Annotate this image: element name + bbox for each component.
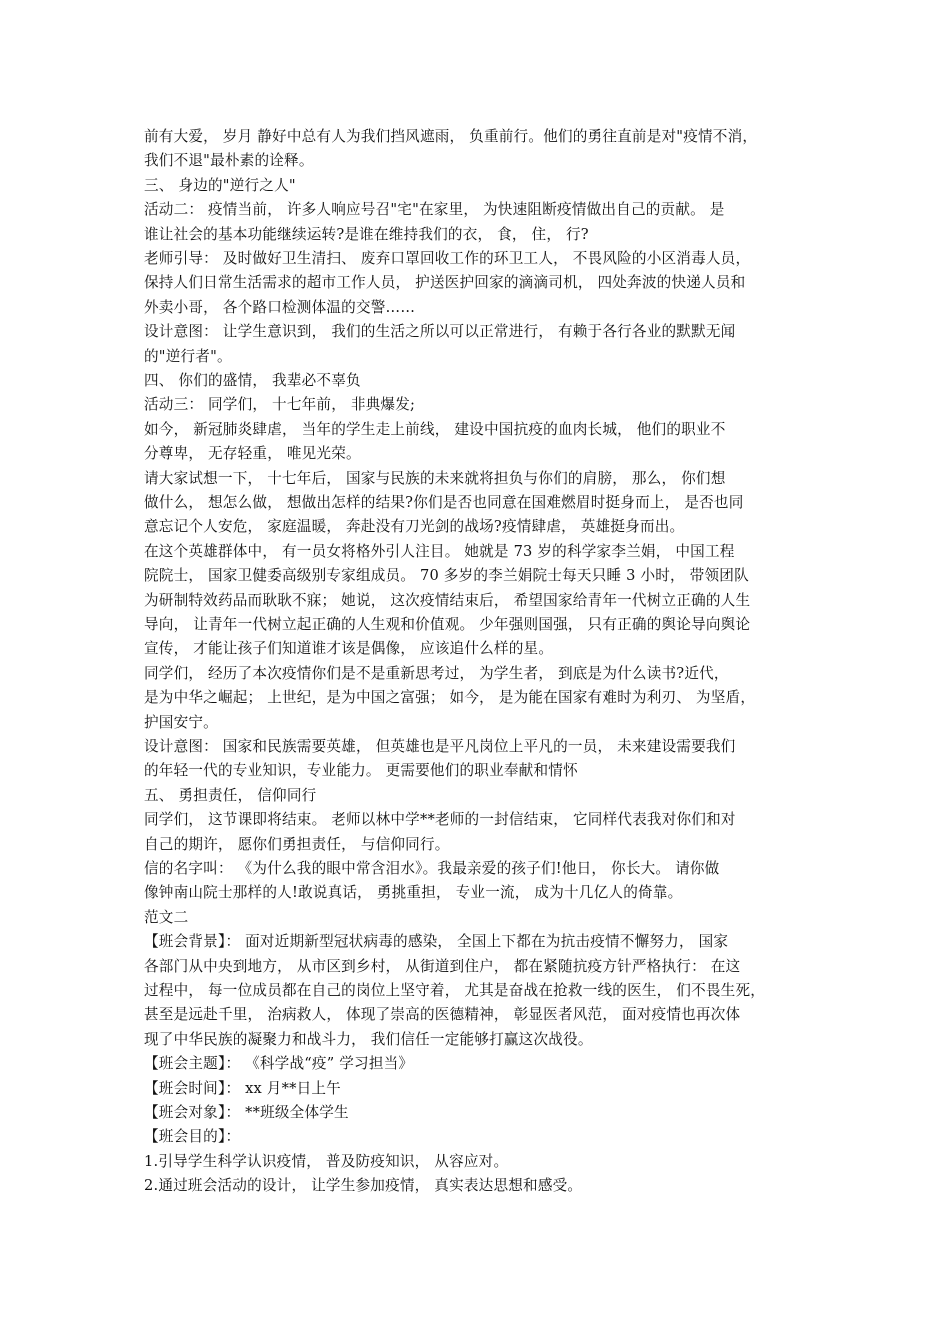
text-line: 设计意图： 国家和民族需要英雄， 但英雄也是平凡岗位上平凡的一员， 未来建设需要我们 xyxy=(144,738,736,755)
text-line: 现了中华民族的凝聚力和战斗力， 我们信任一定能够打赢这次战役。 xyxy=(144,1030,593,1048)
text-line: 外卖小哥， 各个路口检测体温的交警…… xyxy=(144,298,416,316)
text-line: 【班会时间】： xx 月**日上午 xyxy=(144,1079,341,1097)
text-line: 护国安宁。 xyxy=(144,713,218,731)
text-line: 分尊卑， 无存轻重， 唯见光荣。 xyxy=(144,445,361,463)
text-line: 如今， 新冠肺炎肆虐， 当年的学生走上前线， 建设中国抗疫的血肉长城， 他们的职业不 xyxy=(144,420,726,438)
text-line: 在这个英雄群体中， 有一员女将格外引人注目。 她就是 73 岁的科学家李兰娟， 中国工程 xyxy=(144,542,735,560)
text-line: 为研制特效药品而耿耿不寐； 她说， 这次疫情结束后， 希望国家给青年一代树立正确的人生 xyxy=(144,591,751,609)
text-line: 活动三： 同学们， 十七年前， 非典爆发; xyxy=(144,396,416,414)
text-line: 【班会目的】： xyxy=(144,1128,241,1146)
text-line: 同学们， 这节课即将结束。 老师以林中学**老师的一封信结束， 它同样代表我对你们和对 xyxy=(144,811,736,829)
text-line: 的年轻一代的专业知识，专业能力。 更需要他们的职业奉献和情怀 xyxy=(144,762,578,780)
text-line: 过程中， 每一位成员都在自己的岗位上坚守着， 尤其是奋战在抢救一线的医生， 们不畏生死， xyxy=(144,982,766,999)
text-line: 甚至是远赴千里， 治病救人， 体现了崇高的医德精神， 彰显医者风范， 面对疫情也再次体 xyxy=(144,1006,741,1024)
text-line: 做什么， 想怎么做， 想做出怎样的结果?你们是否也同意在国难燃眉时挺身而上， 是否也同 xyxy=(144,494,744,511)
text-line: 同学们， 经历了本次疫情你们是不是重新思考过， 为学生者， 到底是为什么读书?近代， xyxy=(144,664,729,682)
text-line: 保持人们日常生活需求的超市工作人员， 护送医护回家的滴滴司机， 四处奔波的快递人员和 xyxy=(144,274,746,292)
text-line: 老师引导： 及时做好卫生清扫、 废弃口罩回收工作的环卫工人， 不畏风险的小区消毒人员， xyxy=(144,250,751,267)
text-line: 导向， 让青年一代树立起正确的人生观和价值观。 少年强则国强， 只有正确的舆论导向舆论 xyxy=(144,616,751,633)
text-line: 设计意图： 让学生意识到， 我们的生活之所以可以正常进行， 有赖于各行各业的默默无闻 xyxy=(144,323,736,341)
text-line: 自己的期许， 愿你们勇担责任， 与信仰同行。 xyxy=(144,835,450,853)
text-line: 各部门从中央到地方， 从市区到乡村， 从街道到住户， 都在紧随抗疫方针严格执行： 在这 xyxy=(144,957,741,975)
text-line: 范文二 xyxy=(144,908,189,926)
text-line: 【班会背景】： 面对近期新型冠状病毒的感染， 全国上下都在为抗击疫情不懈努力， 国家 xyxy=(144,933,729,951)
text-line: 【班会主题】： 《科学战“疫” 学习担当》 xyxy=(144,1055,414,1073)
text-line: 四、 你们的盛情， 我辈必不辜负 xyxy=(144,372,361,389)
text-line: 前有大爱， 岁月 静好中总有人为我们挡风遮雨， 负重前行。他们的勇往直前是对"疫情不消， xyxy=(144,128,758,145)
text-line: 五、 勇担责任， 信仰同行 xyxy=(144,786,317,804)
text-line: 三、 身边的"逆行之人" xyxy=(144,176,296,194)
text-line: 【班会对象】： **班级全体学生 xyxy=(144,1104,349,1121)
text-line: 像钟南山院士那样的人!敢说真话， 勇挑重担， 专业一流， 成为十几亿人的倚靠。 xyxy=(144,884,683,902)
text-line: 请大家试想一下， 十七年后， 国家与民族的未来就将担负与你们的肩膀， 那么， 你们想 xyxy=(144,469,726,487)
text-line: 院院士， 国家卫健委高级别专家组成员。 70 多岁的李兰娟院士每天只睡 3 小时， 带领团队 xyxy=(144,567,749,585)
text-line: 我们不退"最朴素的诠释。 xyxy=(144,152,314,170)
text-line: 活动二： 疫情当前， 许多人响应号召"宅"在家里， 为快速阻断疫情做出自己的贡献。 是 xyxy=(144,201,725,219)
text-line: 是为中华之崛起； 上世纪，是为中国之富强； 如今， 是为能在国家有难时为利刃、 为坚盾， xyxy=(144,689,756,707)
text-line: 1.引导学生科学认识疫情， 普及防疫知识， 从容应对。 xyxy=(144,1152,509,1170)
text-line: 谁让社会的基本功能继续运转?是谁在维持我们的衣， 食， 住， 行? xyxy=(144,225,589,243)
text-line: 宣传， 才能让孩子们知道谁才该是偶像， 应该追什么样的星。 xyxy=(144,640,554,658)
text-line: 信的名字叫： 《为什么我的眼中常含泪水》。我最亲爱的孩子们!他日， 你长大。 请你做 xyxy=(144,860,720,877)
text-line: 2.通过班会活动的设计， 让学生参加疫情， 真实表达思想和感受。 xyxy=(144,1177,583,1195)
text-line: 的"逆行者"。 xyxy=(144,347,232,365)
text-line: 意忘记个人安危， 家庭温暖， 奔赴没有刀光剑的战场?疫情肆虐， 英雄挺身而出。 xyxy=(144,518,685,536)
